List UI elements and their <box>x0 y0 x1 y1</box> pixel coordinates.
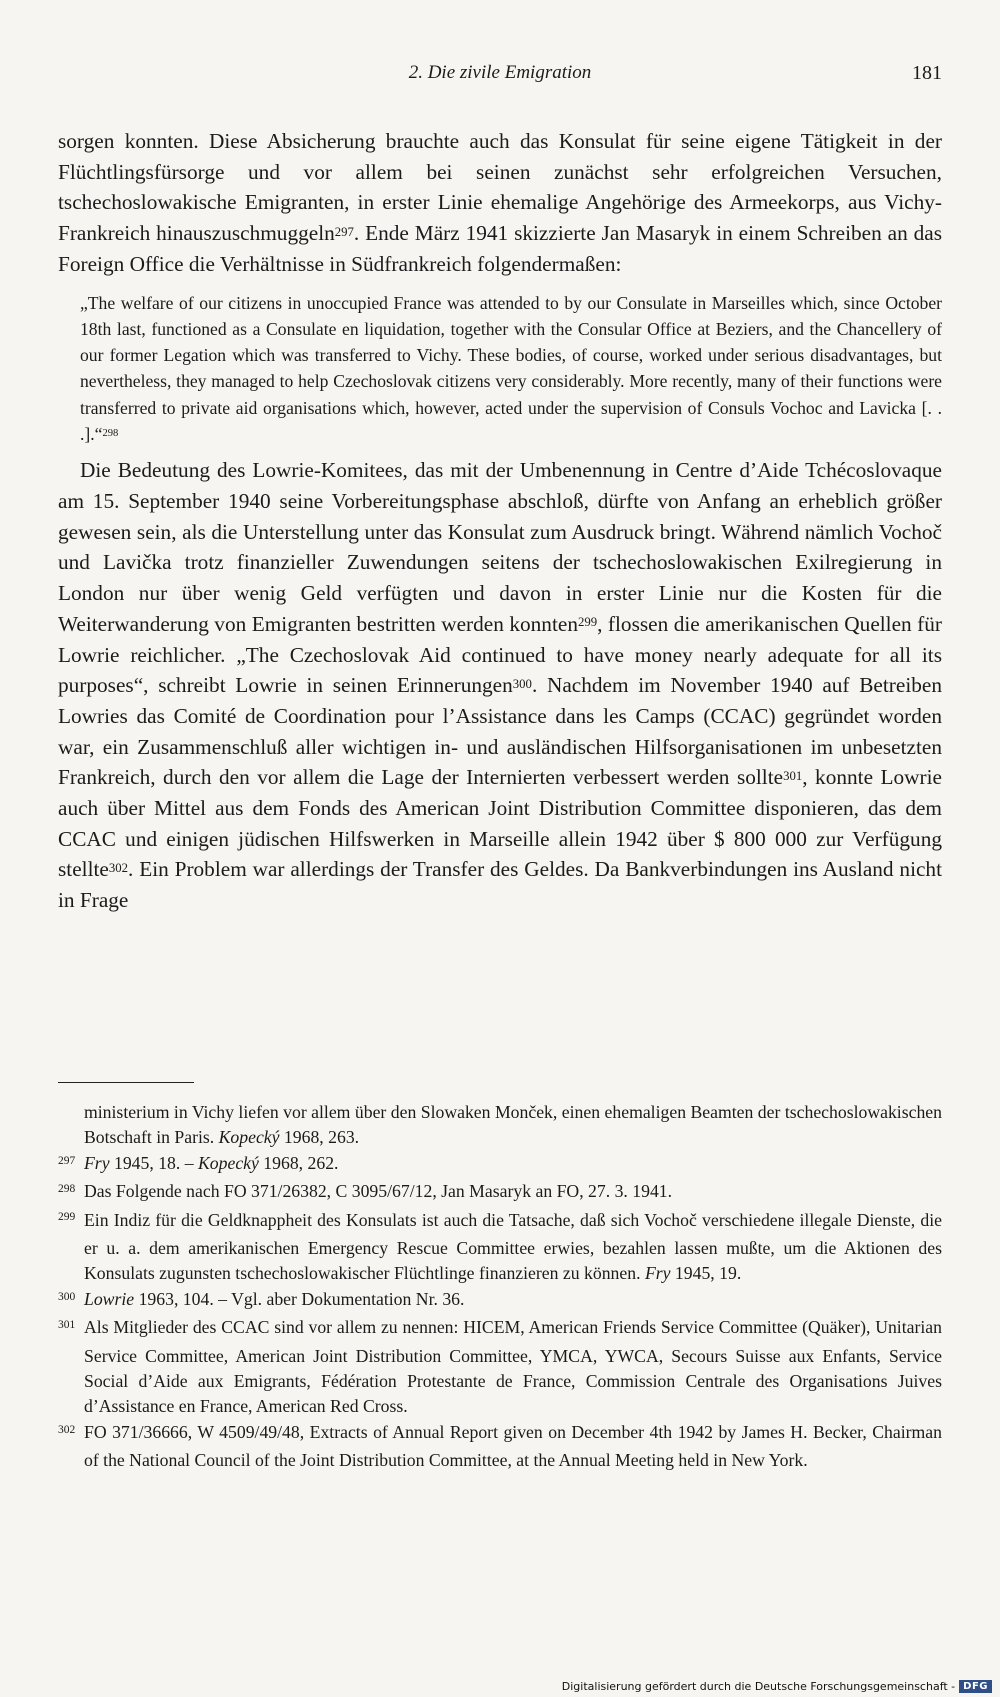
footnote-divider <box>58 1082 194 1083</box>
footnote-number: 301 <box>58 1319 76 1332</box>
paragraph-2 <box>58 455 942 916</box>
text-run: sorgen konnten. Diese Absicherung brauchte auch das Konsulat für seine eigene Tätigkeit in der Flüchtlingsfürsorge und vor allem bei seinen zunächst sehr erfolgreichen Versuchen, tschechoslowakische Emigranten, in erster Linie ehemalige Angehörige des Armeekorps, aus Vichy-Frankreich hinauszuschmuggeln <box>58 129 942 246</box>
author-name: Fry <box>644 1263 671 1284</box>
note-text: 1963, 104. – Vgl. aber Dokumentation Nr. 36. <box>134 1288 465 1309</box>
text-run: . Nachdem im November 1940 auf Betreiben Lowries das Comité de Coordination pour l’Assistance dans les Camps (CCAC) gegründet worden war, ein Zusammenschluß aller wichtigen in- und ausländischen Hilfsorganisationen im unbesetzten Frankreich, durch den vor allem die Lage der Internierten verbessert werden sollte <box>58 673 942 790</box>
footnote-299 <box>58 1208 942 1287</box>
footnote-300 <box>58 1287 942 1315</box>
note-text: 1968, 262. <box>258 1152 339 1173</box>
chapter-title: 2. Die zivile Emigration <box>408 62 592 83</box>
block-quote <box>58 290 942 448</box>
note-text: Das Folgende nach FO 371/26382, C 3095/67/12, Jan Masaryk an FO, 27. 3. 1941. <box>84 1181 673 1202</box>
text-run: , konnte Lowrie auch über Mittel aus dem Fonds des American Joint Distribution Committee disponieren, das dem CCAC und einigen jüdischen Hilfswerken in Marseille allein 1942 über $ 800 000 zur Verfügung stellte <box>58 765 943 882</box>
footnote-number: 298 <box>58 1183 76 1196</box>
main-text <box>58 126 942 916</box>
footnote-number: 302 <box>58 1423 76 1436</box>
footnote-ref-299[interactable]: 299 <box>577 615 598 630</box>
credit-text: Digitalisierung gefördert durch die Deutsche Forschungsgemeinschaft - <box>561 1680 956 1693</box>
note-text: ministerium in Vichy liefen vor allem über den Slowaken Monček, einen ehemaligen Beamten der tschechoslowakischen Botschaft in Paris. <box>84 1102 942 1148</box>
author-name: Kopecký <box>197 1152 259 1173</box>
footnote-ref-298[interactable]: 298 <box>102 428 119 440</box>
footnote-continuation <box>58 1100 942 1151</box>
footnote-302 <box>58 1420 942 1474</box>
author-name: Fry <box>84 1152 110 1173</box>
note-text: 1945, 18. – <box>109 1152 198 1173</box>
quote-text: „The welfare of our citizens in unoccupied France was attended to by our Consulate in Marseilles which, since October 18th last, functioned as a Consulate en liquidation, together with the Consular Office at Beziers, and the Chancellery of our former Legation which was transferred to Vichy. These bodies, of course, worked under serious disadvantages, but nevertheless, they managed to help Czechoslovak citizens very considerably. More recently, many of their functions were transferred to private aid organisations which, however, acted under the supervision of Consuls Vochoc and Lavicka [. . .].“ <box>80 292 942 444</box>
note-text: 1968, 263. <box>279 1127 360 1148</box>
footnotes <box>58 1100 942 1474</box>
digitization-credit <box>562 1680 992 1693</box>
footnote-301 <box>58 1315 942 1420</box>
footnote-ref-297[interactable]: 297 <box>334 224 354 239</box>
footnote-298 <box>58 1179 942 1207</box>
footnote-number: 297 <box>58 1154 76 1167</box>
footnote-number: 299 <box>58 1211 76 1224</box>
text-run: . Ende März 1941 skizzierte Jan Masaryk in einem Schreiben an das Foreign Office die Verhältnisse in Südfrankreich folgendermaßen: <box>58 221 943 276</box>
text-run: , flossen die amerikanischen Quellen für Lowrie reichlicher. „The Czechoslovak Aid continued to have money nearly adequate for all its purposes“, schreibt Lowrie in seinen Erinnerungen <box>58 611 942 698</box>
note-text: 1945, 19. <box>670 1263 742 1284</box>
paragraph-1 <box>58 126 942 280</box>
text-run: Die Bedeutung des Lowrie-Komitees, das mit der Umbenennung in Centre d’Aide Tchécoslovaque am 15. September 1940 seine Vorbereitungsphase abschloß, dürfte von Anfang an erheblich größer gewesen sein, als die Unterstellung unter das Konsulat zum Ausdruck bringt. Während nämlich Vochoč und Lavička trotz finanzieller Zuwendungen seitens der tschechoslowakischen Exilregierung in London nur über wenig Geld verfügten und davon in erster Linie nur die Kosten für die Weiterwanderung von Emigranten bestritten werden konnten <box>58 458 942 636</box>
note-text: Ein Indiz für die Geldknappheit des Konsulats ist auch die Tatsache, daß sich Vochoč verschiedene illegale Dienste, die er u. a. dem amerikanischen Emergency Rescue Committee erwies, bezahlen lassen mußte, um die Aktionen des Konsulats zugunsten tschechoslowakischer Flüchtlinge finanzieren zu können. <box>84 1209 942 1284</box>
author-name: Kopecký <box>218 1127 280 1148</box>
footnote-ref-300[interactable]: 300 <box>512 676 532 691</box>
running-header <box>58 62 942 92</box>
text-run: . Ein Problem war allerdings der Transfer des Geldes. Da Bankverbindungen ins Ausland nicht in Frage <box>58 857 942 913</box>
note-text: Als Mitglieder des CCAC sind vor allem zu nennen: HICEM, American Friends Service Committee (Quäker), Unitarian Service Committee, American Joint Distribution Committee, YMCA, YWCA, Secours Suisse aux Enfants, Service Social d’Aide aux Emigrants, Fédération Protestante de France, Commission Centrale des Organisations Juives d’Assistance en France, American Red Cross. <box>84 1317 942 1417</box>
footnote-ref-301[interactable]: 301 <box>783 768 803 783</box>
footnote-number: 300 <box>58 1290 76 1303</box>
note-text: FO 371/36666, W 4509/49/48, Extracts of Annual Report given on December 4th 1942 by James H. Becker, Chairman of the National Council of the Joint Distribution Committee, at the Annual Meeting held in New York. <box>84 1421 942 1471</box>
footnote-297 <box>58 1151 942 1179</box>
dfg-logo: DFG <box>959 1680 992 1693</box>
author-name: Lowrie <box>84 1288 135 1309</box>
footnote-ref-302[interactable]: 302 <box>108 860 129 875</box>
page-number: 181 <box>912 62 942 84</box>
